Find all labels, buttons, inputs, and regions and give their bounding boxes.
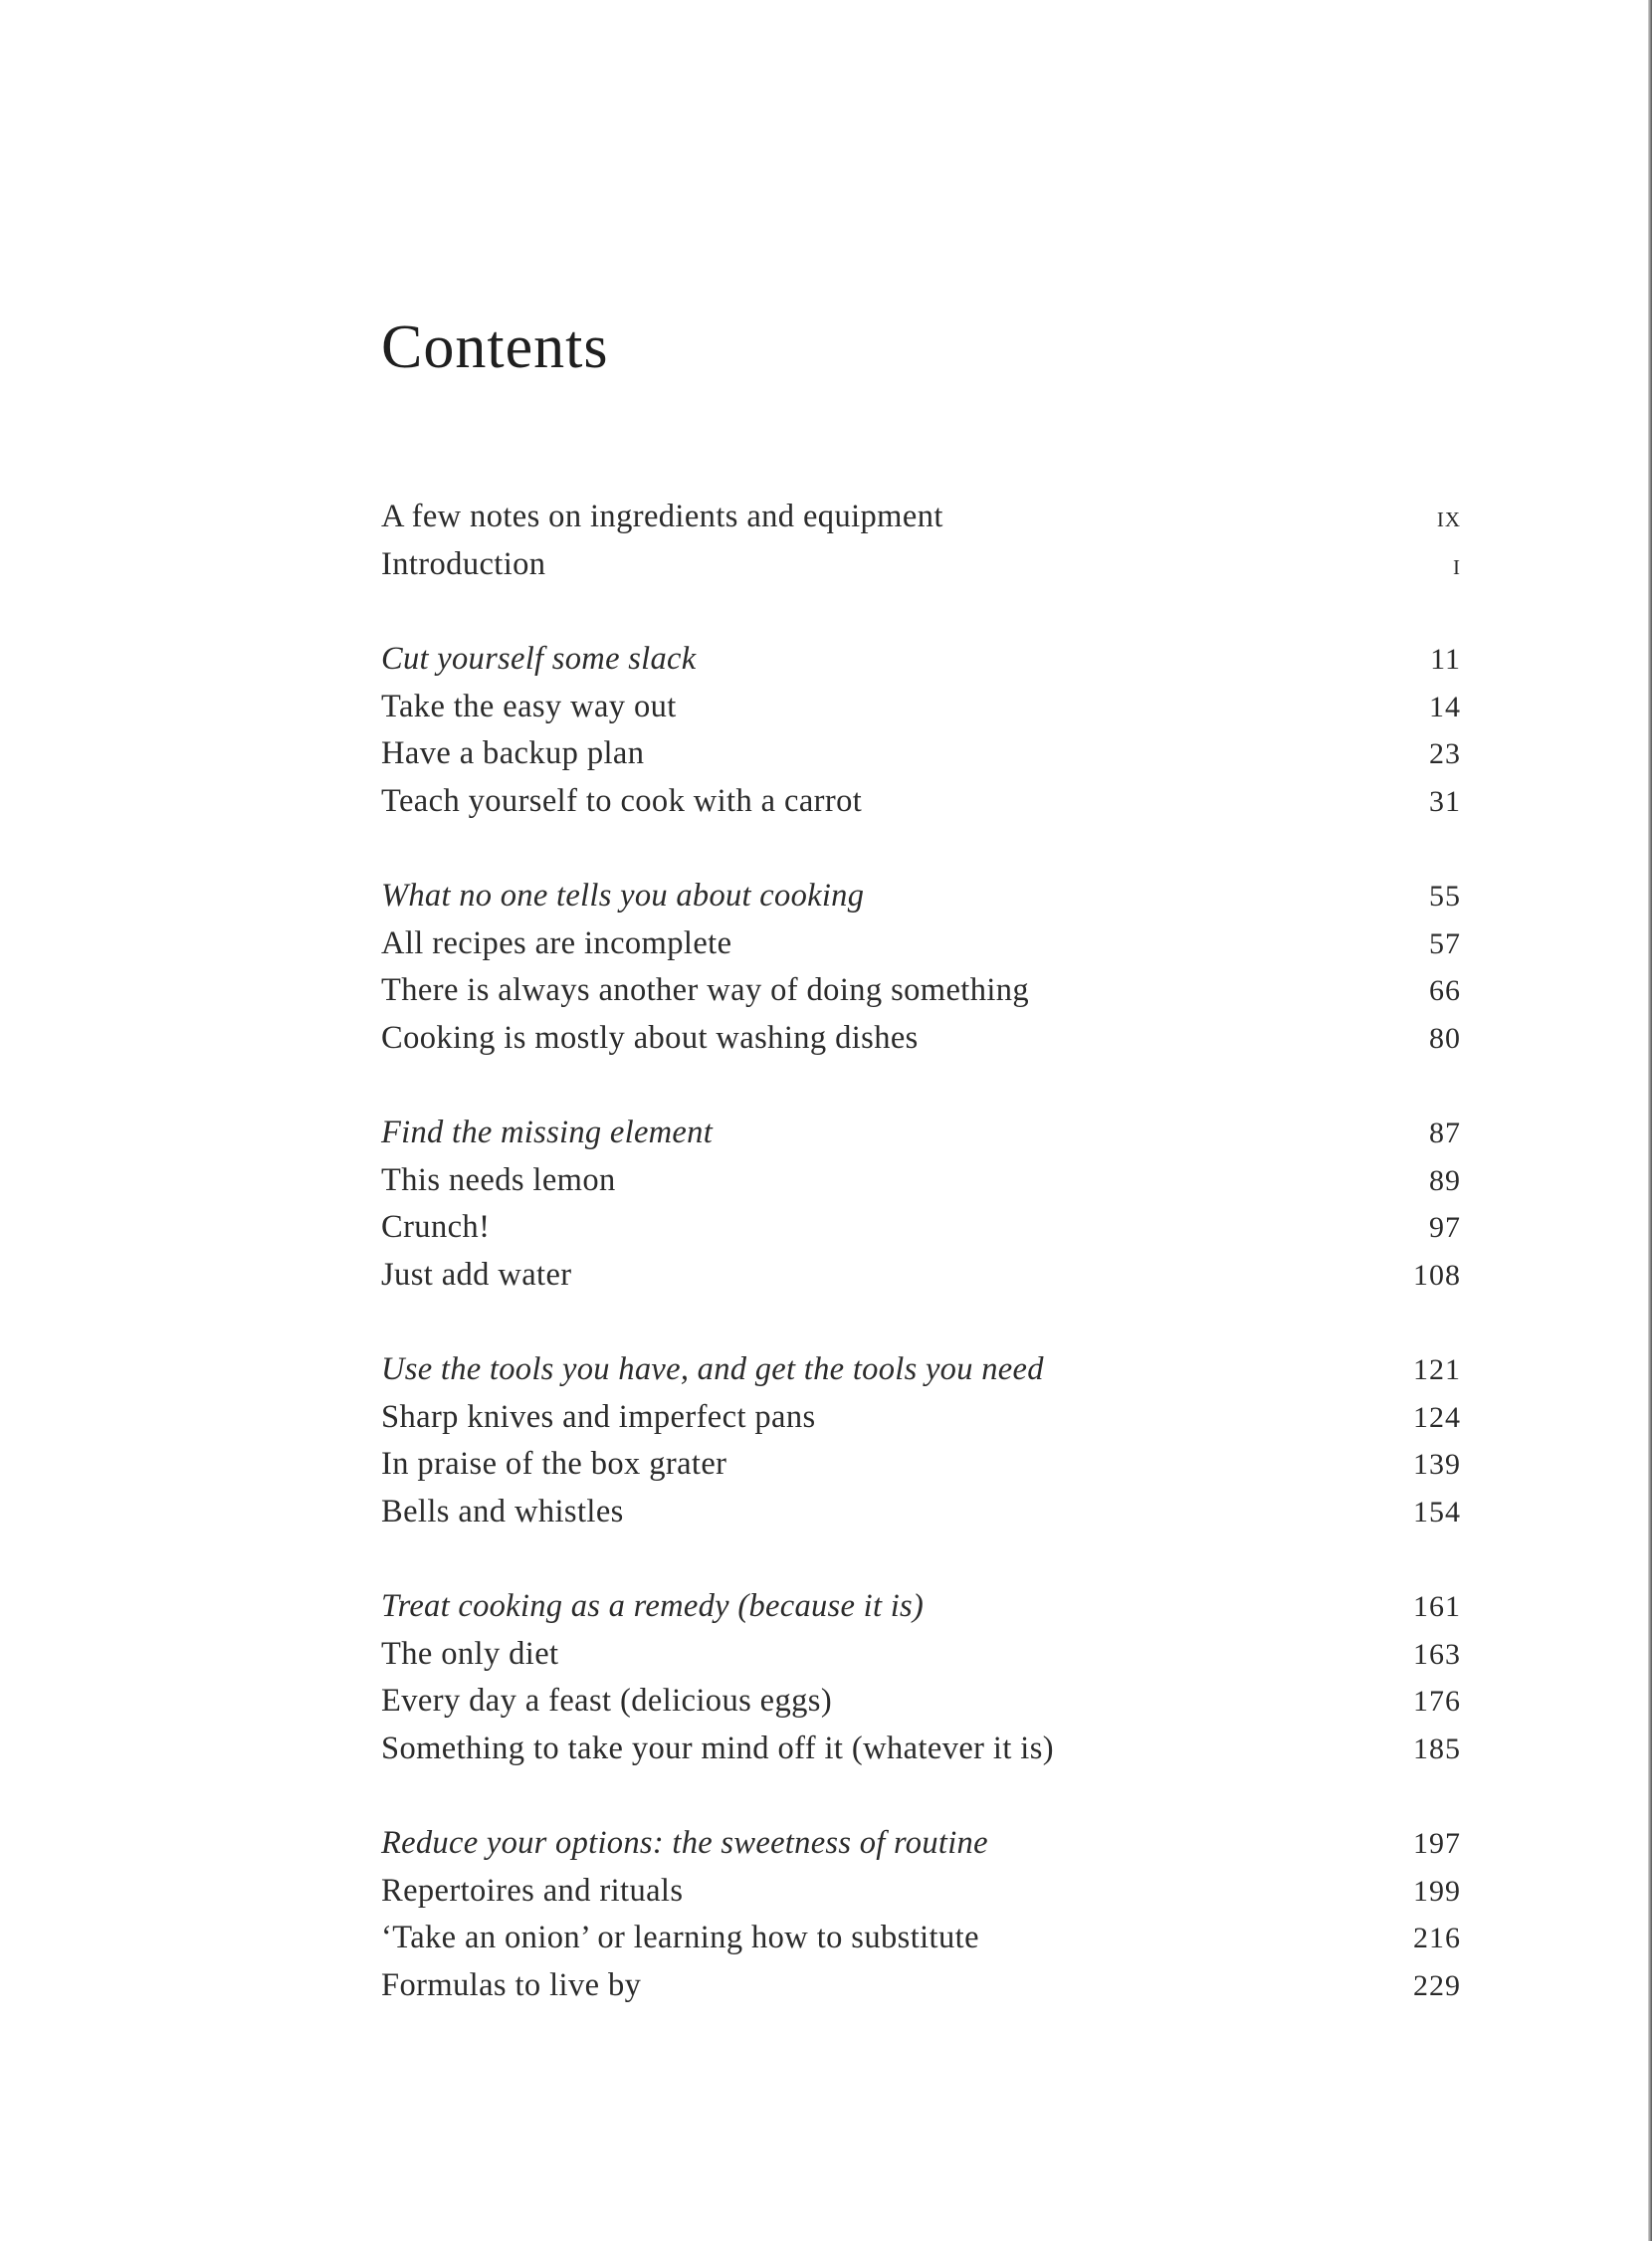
toc-entry[interactable]: [381, 1678, 1461, 1726]
toc-entry-label: Formulas to live by: [381, 1966, 642, 2003]
toc-entry-label: Just add water: [381, 1256, 572, 1293]
toc-section-heading-label: Reduce your options: the sweetness of routine: [381, 1825, 988, 1861]
toc-section-heading-label: Find the missing element: [381, 1115, 714, 1150]
toc-entry-label: This needs lemon: [381, 1161, 616, 1198]
toc-page-number: 23: [1429, 737, 1461, 770]
toc-entry-label: All recipes are incomplete: [381, 924, 732, 961]
toc-entry[interactable]: [381, 494, 1461, 541]
toc-section-heading[interactable]: [381, 1820, 1461, 1868]
toc-entry[interactable]: [381, 1962, 1461, 2010]
toc-list: [381, 494, 1461, 2057]
toc-entry[interactable]: [381, 920, 1461, 968]
toc-page-number: 66: [1429, 974, 1461, 1007]
toc-section: [381, 1110, 1461, 1299]
toc-entry-label: In praise of the box grater: [381, 1446, 727, 1482]
toc-section-heading[interactable]: [381, 873, 1461, 920]
toc-page-number: 229: [1413, 1968, 1461, 2002]
toc-entry[interactable]: [381, 1631, 1461, 1679]
toc-section-heading-label: Cut yourself some slack: [381, 641, 697, 677]
toc-entry-label: A few notes on ingredients and equipment: [381, 499, 943, 534]
toc-page-number: 14: [1429, 690, 1461, 723]
toc-page-number: 87: [1429, 1117, 1461, 1149]
toc-entry[interactable]: [381, 1726, 1461, 1773]
toc-page-number: 139: [1413, 1448, 1461, 1481]
toc-page-number: 197: [1413, 1827, 1461, 1860]
toc-section-heading[interactable]: [381, 1583, 1461, 1631]
toc-page-number: 216: [1413, 1922, 1461, 1954]
toc-page-number: ix: [1436, 501, 1461, 533]
toc-section-heading[interactable]: [381, 636, 1461, 684]
toc-entry-label: ‘Take an onion’ or learning how to substitute: [381, 1920, 979, 1955]
toc-page-number: 163: [1413, 1637, 1461, 1671]
toc-section: [381, 1820, 1461, 2009]
toc-entry[interactable]: [381, 778, 1461, 826]
toc-page-number: 176: [1413, 1685, 1461, 1718]
toc-page-number: i: [1453, 547, 1461, 581]
toc-page-number: 97: [1429, 1211, 1461, 1244]
toc-entry-label: Something to take your mind off it (whatever it is): [381, 1730, 1055, 1766]
page-edge: [1648, 0, 1652, 2241]
toc-page-number: 154: [1413, 1495, 1461, 1528]
toc-page-number: 121: [1413, 1353, 1461, 1386]
toc-entry[interactable]: [381, 1204, 1461, 1252]
toc-page-number: 57: [1429, 926, 1461, 960]
toc-entry[interactable]: [381, 1394, 1461, 1442]
toc-section-heading-label: Use the tools you have, and get the tools you need: [381, 1351, 1044, 1387]
toc-section: [381, 636, 1461, 825]
toc-page-number: 124: [1413, 1400, 1461, 1434]
toc-entry[interactable]: [381, 1157, 1461, 1205]
toc-entry-label: Sharp knives and imperfect pans: [381, 1398, 816, 1435]
toc-entry-label: Cooking is mostly about washing dishes: [381, 1019, 919, 1056]
toc-page-number: 80: [1429, 1021, 1461, 1055]
toc-entry-label: Take the easy way out: [381, 688, 677, 724]
toc-page-number: 89: [1429, 1163, 1461, 1197]
toc-entry-label: There is always another way of doing something: [381, 972, 1030, 1008]
toc-section-heading-label: Treat cooking as a remedy (because it is): [381, 1588, 925, 1624]
toc-entry[interactable]: [381, 1868, 1461, 1916]
toc-page-number: 199: [1413, 1874, 1461, 1908]
toc-entry-label: Bells and whistles: [381, 1493, 624, 1529]
toc-entry[interactable]: [381, 1441, 1461, 1489]
toc-page-number: 55: [1429, 880, 1461, 913]
toc-entry-label: Crunch!: [381, 1209, 491, 1245]
toc-entry-label: Introduction: [381, 545, 546, 582]
toc-entry-label: The only diet: [381, 1635, 559, 1672]
toc-entry-label: Have a backup plan: [381, 735, 645, 771]
toc-section-heading[interactable]: [381, 1346, 1461, 1394]
toc-entry[interactable]: [381, 684, 1461, 731]
toc-section-heading-label: What no one tells you about cooking: [381, 878, 865, 914]
page-title: Contents: [381, 313, 609, 381]
toc-page-number: 108: [1413, 1258, 1461, 1292]
toc-entry[interactable]: [381, 1252, 1461, 1300]
toc-entry-label: Repertoires and rituals: [381, 1872, 684, 1909]
toc-entry[interactable]: [381, 541, 1461, 589]
toc-entry[interactable]: [381, 730, 1461, 778]
toc-section: [381, 1583, 1461, 1772]
toc-entry-label: Teach yourself to cook with a carrot: [381, 782, 863, 819]
toc-page-number: 185: [1413, 1732, 1461, 1765]
toc-page-number: 31: [1429, 784, 1461, 818]
front-matter: [381, 494, 1461, 588]
toc-entry[interactable]: [381, 1915, 1461, 1962]
toc-page-number: 161: [1413, 1590, 1461, 1623]
toc-section-heading[interactable]: [381, 1110, 1461, 1157]
toc-page-number: 11: [1430, 643, 1461, 676]
toc-section: [381, 873, 1461, 1062]
toc-section: [381, 1346, 1461, 1535]
toc-entry-label: Every day a feast (delicious eggs): [381, 1683, 833, 1719]
toc-entry[interactable]: [381, 1489, 1461, 1536]
toc-entry[interactable]: [381, 967, 1461, 1015]
toc-entry[interactable]: [381, 1015, 1461, 1063]
